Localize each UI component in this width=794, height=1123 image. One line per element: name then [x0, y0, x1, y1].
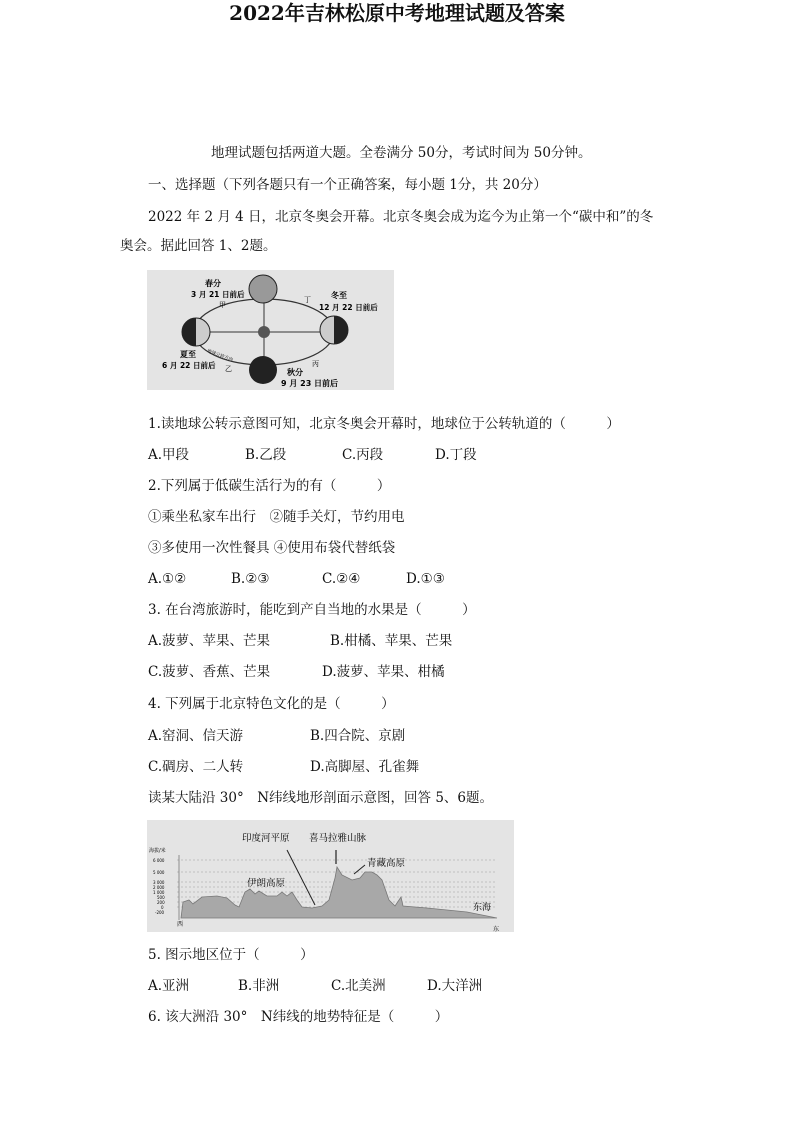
label-west: 西 [177, 921, 184, 928]
q5-option-a: A.亚洲 [148, 978, 190, 994]
q5-stem: 5. 图示地区位于（ ） [148, 947, 314, 963]
section-heading: 一、选择题（下列各题只有一个正确答案，每小题 1分，共 20分） [148, 177, 547, 193]
q4-option-c: C.碉房、二人转 [148, 759, 244, 775]
y-tick: 2 000 [153, 885, 165, 890]
passage-2: 读某大陆沿 30° N纬线地形剖面示意图，回答 5、6题。 [148, 790, 494, 806]
terrain-profile-figure [147, 820, 514, 932]
q3-option-c: C.菠萝、香蕉、芒果 [148, 664, 271, 680]
y-tick: 3 000 [153, 880, 165, 885]
label-himalaya: 喜马拉雅山脉 [309, 833, 367, 844]
y-tick: 0 [161, 905, 164, 910]
label-summer: 夏至 [180, 350, 196, 359]
q5-option-c: C.北美洲 [331, 978, 386, 994]
q1-option-a: A.甲段 [148, 447, 190, 463]
label-seg-b: 乙 [225, 365, 232, 373]
label-spring: 春分 [205, 279, 221, 288]
label-winter: 冬至 [331, 291, 347, 300]
q4-option-b: B.四合院、京剧 [310, 728, 406, 744]
label-east-sea: 东海 [473, 903, 492, 913]
y-tick: 200 [157, 900, 165, 905]
q4-stem: 4. 下列属于北京特色文化的是（ ） [148, 696, 395, 712]
q3-option-b: B.柑橘、苹果、芒果 [330, 633, 453, 649]
y-tick: 5 000 [153, 870, 165, 875]
label-winter-date: 12 月 22 日前后 [319, 303, 378, 312]
q2-option-a: A.①② [148, 571, 187, 587]
label-iran: 伊朗高原 [247, 878, 286, 889]
q1-option-d: D.丁段 [435, 447, 477, 463]
q2-option-d: D.①③ [406, 571, 445, 587]
sun-icon [258, 326, 270, 338]
label-seg-a: 甲 [219, 301, 226, 309]
q1-option-b: B.乙段 [245, 447, 287, 463]
label-tibet: 青藏高原 [367, 858, 406, 869]
label-east: 东 [493, 926, 500, 932]
label-summer-date: 6 月 22 日前后 [162, 361, 216, 370]
label-orbit-direction: 地球公转方向 [206, 349, 234, 364]
earth-spring-icon [249, 275, 277, 303]
label-seg-d: 丁 [304, 296, 311, 304]
q3-stem: 3. 在台湾旅游时，能吃到产自当地的水果是（ ） [148, 602, 476, 618]
q2-option-b: B.②③ [231, 571, 270, 587]
label-spring-date: 3 月 21 日前后 [191, 290, 245, 299]
y-tick: 6 000 [153, 858, 165, 863]
q1-stem: 1.读地球公转示意图可知，北京冬奥会开幕时，地球位于公转轨道的（ ） [148, 416, 620, 432]
passage-1-line-1: 2022 年 2 月 4 日，北京冬奥会开幕。北京冬奥会成为迄今为止第一个“碳中和”的冬 [148, 209, 654, 225]
y-axis-label: 海拔/米 [149, 848, 166, 854]
y-tick: 500 [157, 895, 165, 900]
label-autumn: 秋分 [287, 368, 303, 377]
q2-option-c: C.②④ [322, 571, 361, 587]
y-tick: -200 [155, 910, 165, 915]
q4-option-a: A.窑洞、信天游 [148, 728, 244, 744]
page-title: 2022年吉林松原中考地理试题及答案 [229, 1, 565, 25]
intro: 地理试题包括两道大题。全卷满分 50分，考试时间为 50分钟。 [211, 145, 592, 161]
q3-option-d: D.菠萝、苹果、柑橘 [322, 664, 445, 680]
label-autumn-date: 9 月 23 日前后 [281, 379, 339, 388]
earth-revolution-figure [147, 270, 394, 390]
q5-option-d: D.大洋洲 [427, 978, 483, 994]
q2-items-1: ①乘坐私家车出行 ②随手关灯，节约用电 [148, 509, 405, 525]
q4-option-d: D.高脚屋、孔雀舞 [310, 759, 420, 775]
q2-stem: 2.下列属于低碳生活行为的有（ ） [148, 478, 391, 494]
q2-items-2: ③多使用一次性餐具 ④使用布袋代替纸袋 [148, 540, 396, 556]
q6-stem: 6. 该大洲沿 30° N纬线的地势特征是（ ） [148, 1009, 449, 1025]
label-india-plain: 印度河平原 [242, 833, 290, 844]
passage-1-line-2: 奥会。据此回答 1、2题。 [120, 238, 277, 254]
q3-option-a: A.菠萝、苹果、芒果 [148, 633, 271, 649]
q5-option-b: B.非洲 [238, 978, 280, 994]
q1-option-c: C.丙段 [342, 447, 384, 463]
y-tick: 1 000 [153, 890, 165, 895]
label-seg-c: 丙 [312, 360, 319, 368]
